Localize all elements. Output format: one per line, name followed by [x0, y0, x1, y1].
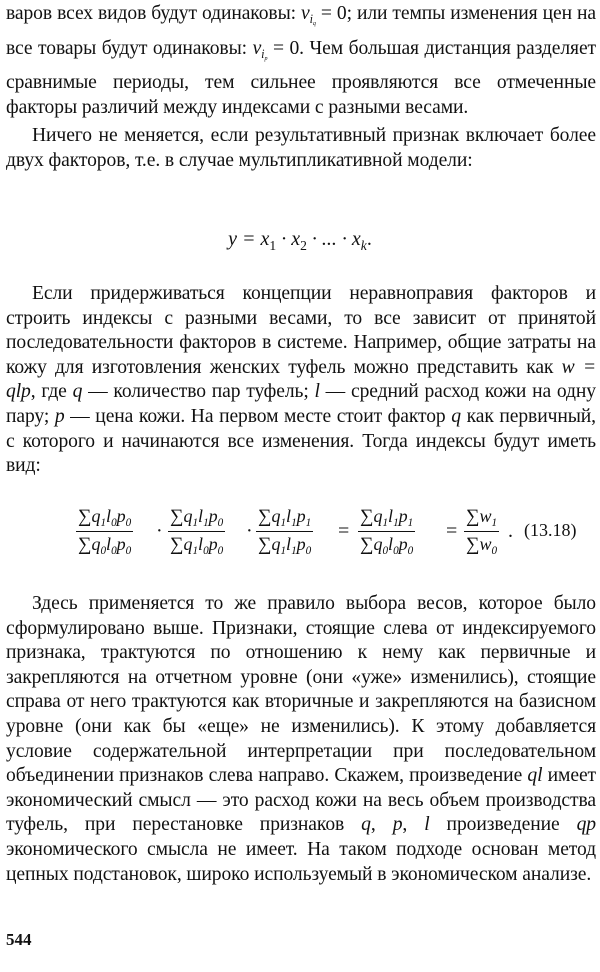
fraction-4: $\frac{\sum q_1l_1p_1}{\sum q_0l_0p_0}$ — [360, 506, 414, 557]
fraction-2: $\frac{\sum q_1l_1p_0}{\sum q_1l_0p_0}$ — [170, 506, 224, 557]
sub-i-p: ip — [261, 46, 268, 62]
paragraph-2: Ничего не меняется, если результативный признак включает более двух факторов, т.е. в случае мультипликативной модели: — [6, 125, 596, 171]
fraction-3: $\frac{\sum q_1l_1p_1}{\sum q_1l_1p_0}$ — [258, 506, 312, 557]
paragraph-3: Если придерживаться концепции неравноправия факторов и строить индексы с разными весами, то все зависит от принятой последовательности факторов в системе. Например, общие затраты на кожу для изготовления женских туфель можно представить как w = qlp, где q — количество пар туфель; l — средний расход кожи на одну пару; p — цена кожи. На первом месте стоит фактор q как первичный, с которого и начинаются все изменения. Тогда индексы будут иметь вид: — [6, 283, 596, 477]
paragraph-4: Здесь применяется то же правило выбора весов, которое было сформулировано выше. Признаки, стоящие слева от индексируемого признака, трактуются по отношению к нему как первичные и закрепляются на отчетном уровне (они «уже» изменились), стоящие справа от него трактуются как вторичные и закрепляются на базисном уровне (они как бы «еще» не изменились). К этому добавляется условие содержательной интерпретации при последовательном объединении признаков слева направо. Скажем, произведение ql имеет экономический смысл — это расход кожи на весь объем производства туфель, при перестановке признаков q, p, l произведение qp экономического смысла не имеет. На таком подходе основан метод цепных подстановок, широко используемый в экономическом анализе. — [6, 593, 596, 885]
p1-text-3: = 0. Чем большая дистанция разделяет сравнимые периоды, тем сильнее проявляются все отмеченные факторы различий между индексами с разными весами. — [6, 37, 597, 118]
p1-text-2: = 0; или темпы изменения цен на все товары будут одинаковы: — [6, 3, 596, 59]
formula-multiplicative-model: $y = x_1 \cdot x_2$ · ... · $x_k$. — [228, 228, 372, 253]
formula-13-18: $\frac{\sum q_1l_0p_0}{\sum q_0l_0p_0}$ · $\frac{\sum q_1l_1p_0}{\sum q_1l_0p_0}$ · $\frac{\sum q_1l_1p_1}{\sum q_1l_1p_0}$ = $\frac{\sum q_1l_1p_1}{\sum q_0l_0p_0}$ = $\frac{\sum w_1}{\sum w_0}$ . (13.18) — [78, 506, 577, 557]
sub-i-q: iq — [309, 12, 316, 28]
paragraph-1 — [6, 2, 596, 121]
p1-text-1: варов всех видов будут одинаковы: — [6, 3, 302, 24]
fraction-5: $\frac{\sum w_1}{\sum w_0}$ — [466, 506, 498, 557]
symbol-v-2: v — [252, 37, 262, 59]
formula-w-qlp: w = qlp — [6, 356, 596, 403]
symbol-v: v — [301, 3, 310, 24]
equation-number: (13.18) — [524, 520, 577, 540]
page-number: 544 — [6, 930, 32, 949]
fraction-1: $\frac{\sum q_1l_0p_0}{\sum q_0l_0p_0}$ — [78, 506, 132, 557]
